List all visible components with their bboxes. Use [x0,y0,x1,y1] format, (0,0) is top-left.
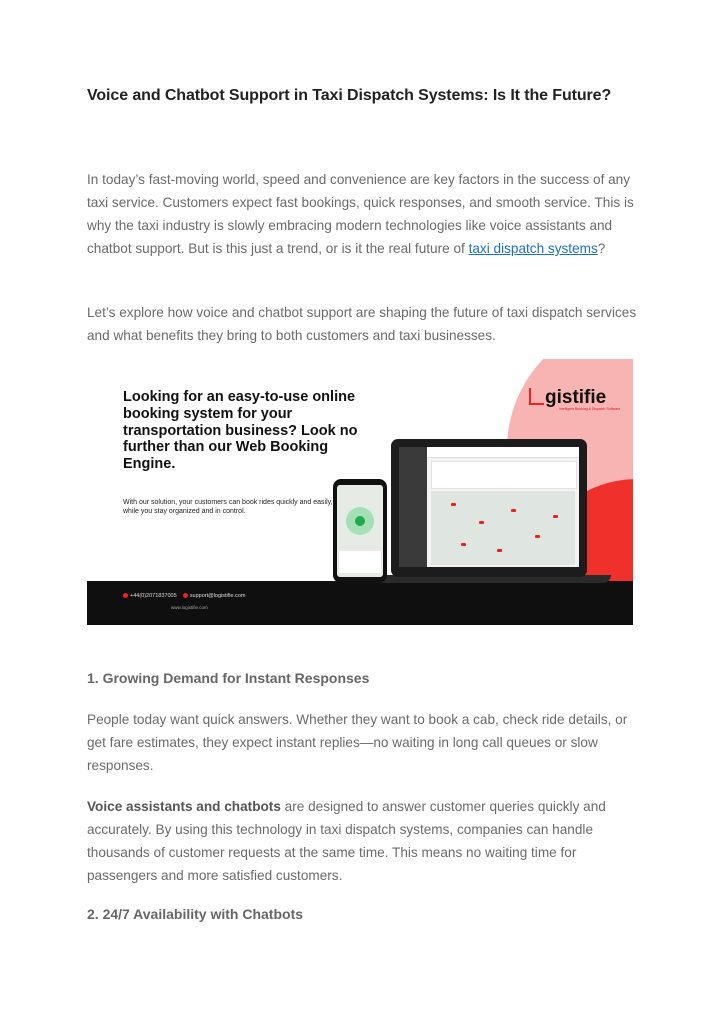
taxi-dispatch-systems-link[interactable]: taxi dispatch systems [468,241,598,256]
logo-tagline: Intelligent Booking & Dispatch Software [559,407,621,411]
app-topbar [427,447,579,458]
phone-icon [123,593,128,598]
banner-website: www.logistifie.com [171,605,208,610]
voice-chatbots-emphasis: Voice assistants and chatbots [87,799,281,814]
banner-headline: Looking for an easy-to-use online booking system for your transportation business? Look no further than our Web Booking Engine. [123,389,358,473]
page-title: Voice and Chatbot Support in Taxi Dispatch Systems: Is It the Future? [87,87,612,104]
laptop-screen [399,447,579,567]
phone-mockup [333,479,387,583]
car-icon [497,549,502,552]
car-icon [511,509,516,512]
logo-l-mark-icon [529,388,544,405]
email-icon [183,593,188,598]
explore-paragraph: Let’s explore how voice and chatbot support are shaping the future of taxi dispatch services and what benefits they bring to both customers and taxi businesses. [87,305,637,343]
banner-footer-bar [87,581,633,625]
app-sidebar [399,447,427,567]
contact-phone: +44(0)2071837005 [130,593,177,599]
logo-text: gistifie [545,387,607,408]
banner-subtext: With our solution, your customers can book rides quickly and easily, while you stay organized and in control. [123,499,333,515]
car-icon [479,521,484,524]
intro-text: In today’s fast-moving world, speed and convenience are key factors in the success of any taxi service. Customers expect fast bookings, quick responses, and smooth service. This is why the taxi industry is slowly embracing modern technologies like voice assistants and chatbot support. But is this just a trend, or is it the real future of [87,172,634,256]
logistifie-logo [529,387,606,409]
phone-booking-card [339,551,381,573]
section-1-heading: 1. Growing Demand for Instant Responses [87,670,370,686]
section-1-paragraph-2-text: are designed to answer customer queries quickly and accurately. By using this technology in taxi dispatch systems, companies can handle thousands of customer requests at the same time. This means no waiting time for passengers and more satisfied customers. [87,799,606,883]
promo-banner [87,359,633,625]
phone-screen [337,485,383,577]
section-1-paragraph-2 [87,795,637,887]
banner-contact [123,593,245,599]
intro-paragraph [87,168,637,260]
intro-text-end: ? [597,241,606,256]
section-1-paragraph-1: People today want quick answers. Whether they want to book a cab, check ride details, or get fare estimates, they expect instant replies—no waiting in long call queues or slow responses. [87,712,628,773]
car-icon [535,535,540,538]
car-icon [553,515,558,518]
laptop-mockup [391,439,587,577]
car-icon [451,503,456,506]
location-pin-icon [355,516,365,526]
app-booking-panel [431,461,577,489]
app-map [431,491,575,565]
contact-email: support@logistifie.com [189,593,246,599]
section-2-heading: 2. 24/7 Availability with Chatbots [87,906,304,922]
car-icon [461,543,466,546]
